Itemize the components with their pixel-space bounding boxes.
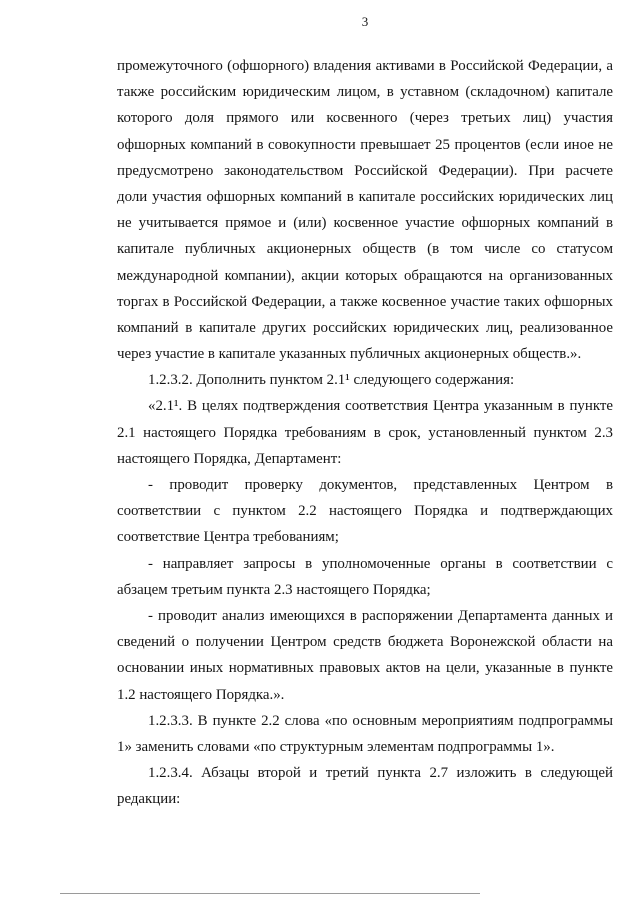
text-line: основании иных нормативных правовых актов на цели, указанные в пункте	[117, 660, 613, 677]
text-line: через участие в капитале указанных публичных акционерных обществ.».	[117, 346, 582, 363]
paragraph-1-2-3-4	[117, 760, 613, 812]
paragraph-1-2-3-3	[117, 708, 613, 760]
page-number: 3	[361, 14, 369, 29]
text-line: не учитывается прямое и (или) косвенное участие офшорных компаний в	[117, 215, 613, 232]
text-line: редакции:	[117, 791, 181, 808]
text-line: 1.2 настоящего Порядка.».	[117, 686, 285, 703]
text-line: - проводит анализ имеющихся в распоряжении Департамента данных и	[148, 607, 613, 624]
paragraph-offshore-continuation	[117, 53, 613, 367]
text-line: капитале публичных акционерных обществ (в том числе со статусом	[117, 241, 613, 258]
text-line: предусмотрено законодательством Российской Федерации). При расчете	[117, 162, 613, 179]
text-line: 1.2.3.3. В пункте 2.2 слова «по основным мероприятиям подпрограммы	[148, 712, 613, 729]
text-line: соответствии с пунктом 2.2 настоящего Порядка и подтверждающих	[117, 503, 613, 520]
text-line: 1» заменить словами «по структурным элементам подпрограммы 1».	[117, 738, 555, 755]
text-line: доли участия офшорных компаний в капитале российских юридических лиц	[117, 188, 613, 205]
list-item-requests	[117, 551, 613, 603]
text-line: - направляет запросы в уполномоченные органы в соответствии с	[148, 555, 613, 572]
list-item-document-check	[117, 472, 613, 551]
text-line: - проводит проверку документов, представленных Центром в	[148, 477, 613, 493]
list-item-analysis	[117, 603, 613, 708]
text-line: торгах в Российской Федерации, а также косвенное участие таких офшорных	[117, 293, 613, 310]
text-line: офшорных компаний в совокупности превышает 25 процентов (если иное не	[117, 136, 613, 153]
text-line: которого доля прямого или косвенного (через третьих лиц) участия	[117, 110, 613, 127]
paragraph-1-2-3-2	[117, 367, 613, 393]
text-line: абзацем третьим пункта 2.3 настоящего Порядка;	[117, 581, 431, 598]
text-line: промежуточного (офшорного) владения активами в Российской Федерации, а	[117, 58, 613, 74]
text-line: также российским юридическим лицом, в уставном (складочном) капитале	[117, 84, 613, 101]
text-line: 2.1 настоящего Порядка требованиям в срок, установленный пунктом 2.3	[117, 424, 613, 441]
text-line: соответствие Центра требованиям;	[117, 529, 339, 546]
document-body	[117, 53, 613, 812]
scan-edge-line	[60, 893, 480, 894]
text-line: «2.1¹. В целях подтверждения соответствия Центра указанным в пункте	[148, 398, 613, 415]
text-line: международной компании), акции которых обращаются на организованных	[117, 267, 613, 284]
text-line: настоящего Порядка, Департамент:	[117, 450, 342, 467]
text-line: 1.2.3.2. Дополнить пунктом 2.1¹ следующего содержания:	[148, 372, 515, 389]
text-line: сведений о получении Центром средств бюджета Воронежской области на	[117, 634, 613, 651]
paragraph-clause-2-1-1	[117, 393, 613, 472]
text-line: компаний в капитале других российских юридических лиц, реализованное	[117, 319, 613, 336]
text-line: 1.2.3.4. Абзацы второй и третий пункта 2.7 изложить в следующей	[148, 765, 613, 782]
